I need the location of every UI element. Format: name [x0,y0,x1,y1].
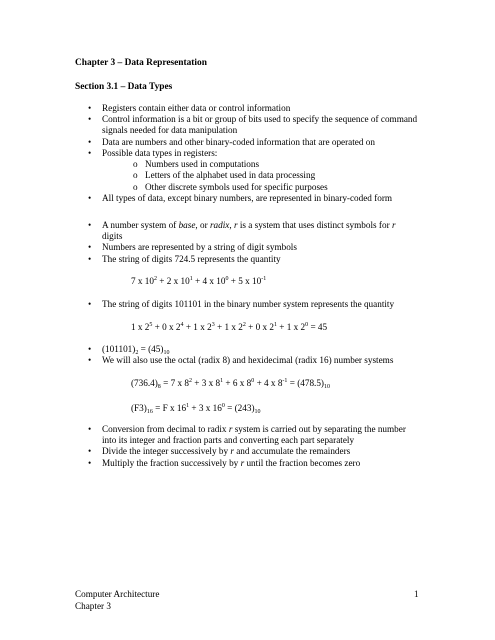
data-types-list [88,103,418,204]
list-item: • We will also use the octal (radix 8) and hexidecimal (radix 16) number systems [88,355,442,366]
radix-examples-list [88,344,418,366]
list-item: • Control information is a bit or group of bits used to specify the sequence of command signals needed for data manipulation [88,114,418,136]
list-item: • Conversion from decimal to radix r system is carried out by separating the number into its integer and fraction parts and converting each part separately [88,424,418,446]
list-item: • Data are numbers and other binary-coded information that are operated on [88,137,418,148]
sub-list-item: o Letters of the alphabet used in data processing [133,170,418,181]
list-item: • Numbers are represented by a string of digit symbols [88,242,418,253]
footer-course: Computer Architecture [75,589,160,599]
equation-octal: $(736.4)_8 = 7$ x $8^2 + 3$ x $8^1 + 6$ x $8^0 + 4$ x $8^{-1} = (478.5)_{10}$ [131,378,330,390]
page-number: 1 [414,589,419,599]
number-system-list [88,220,418,265]
conversion-list [88,424,418,469]
section-title: Section 3.1 – Data Types [75,82,173,92]
list-item-radix: • A number system of base, or radix, r is a system that uses distinct symbols for r digits [88,220,418,242]
equation-hex: $(F3)_{16} = F$ x $16^1 + 3$ x $16^0 = (243)_{10}$ [131,403,261,415]
sub-list-item: o Other discrete symbols used for specific purposes [133,182,418,193]
list-item: • The string of digits 724.5 represents the quantity [88,254,418,265]
list-item: • Registers contain either data or control information [88,103,418,114]
list-item-text: Possible data types in registers: [102,147,218,158]
list-item: • All types of data, except binary numbers, are represented in binary-coded form [88,193,418,204]
equation-decimal-expansion: 7 x $10^2 + 2$ x $10^1 + 4$ x $10^0 + 5$ x $10^{-1}$ [131,276,267,286]
sub-list-item: o Numbers used in computations [133,159,418,170]
equation-binary-expansion: 1 x $2^5 + 0$ x $2^4 + 1$ x $2^3 + 1$ x $2^2 + 0$ x $2^1 + 1$ x $2^0 = 45$ [131,322,328,332]
list-item-binary-decimal: • $(101101)_2 = (45)_{10}$ [88,344,418,355]
footer-chapter: Chapter 3 [75,600,111,611]
list-item: • Multiply the fraction successively by r until the fraction becomes zero [88,458,418,469]
list-item: • The string of digits 101101 in the binary number system represents the quantity [88,299,418,310]
data-types-sublist [102,159,418,193]
list-item [88,148,418,193]
chapter-title: Chapter 3 – Data Representation [75,58,207,68]
binary-list [88,299,418,310]
page-footer [75,589,159,612]
list-item: • Divide the integer successively by r and accumulate the remainders [88,446,418,457]
